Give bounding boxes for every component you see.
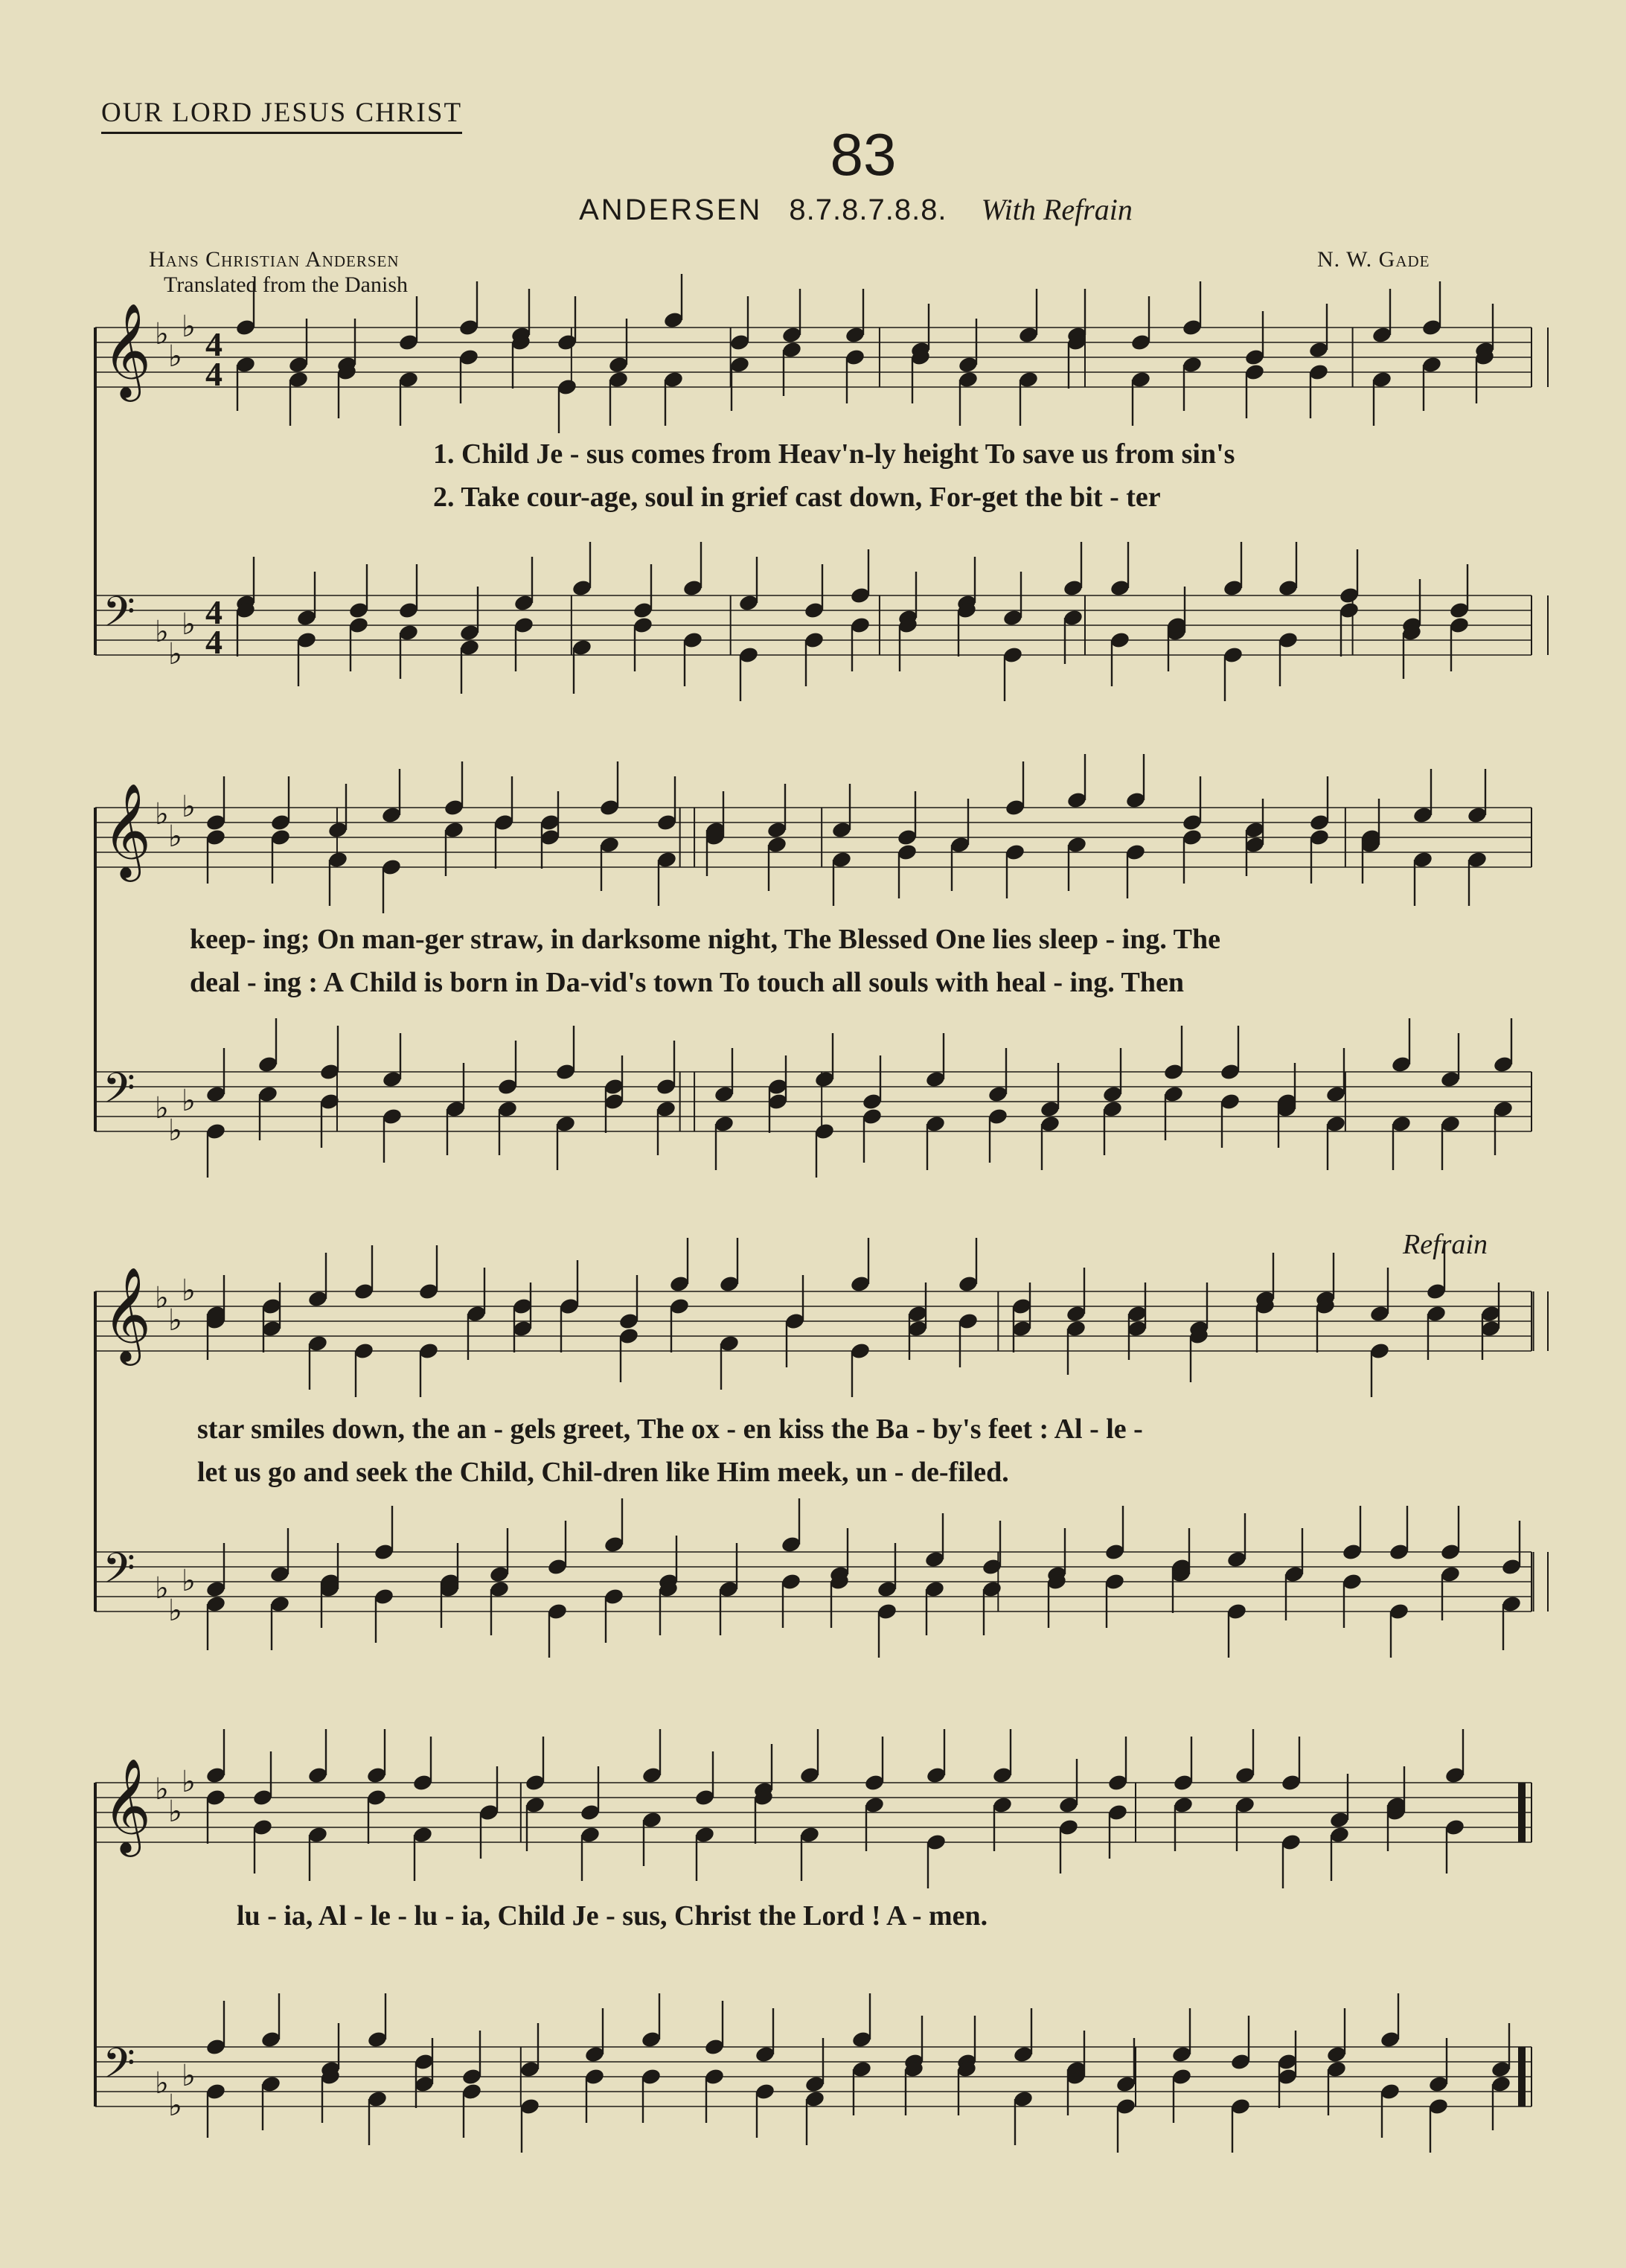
flat-icon: ♭ [182, 1084, 196, 1118]
bass-clef-icon: 𝄢 [103, 2039, 135, 2098]
flat-icon: ♭ [168, 1594, 182, 1628]
flat-icon: ♭ [155, 1571, 169, 1606]
lyric-system2-verse1: keep- ing; On man-ger straw, in darksome night, The Blessed One lies sleep - ing. The [190, 924, 1220, 955]
flat-icon: ♭ [155, 1281, 169, 1315]
lyric-system1-verse1: 1. Child Je - sus comes from Heav'n-ly height To save us from sin's [433, 438, 1235, 470]
meter: 8.7.8.7.8.8. [789, 194, 947, 226]
flat-icon: ♭ [182, 607, 196, 642]
flat-icon: ♭ [168, 2089, 182, 2123]
lyric-system2-verse2: deal - ing : A Child is born in Da-vid's town To touch all souls with heal - ing. Then [190, 967, 1184, 998]
time-signature-1: 4 [205, 623, 223, 661]
flat-icon: ♭ [182, 1274, 196, 1308]
lyric-system3-verse2: let us go and seek the Child, Chil-dren like Him meek, un - de-filed. [197, 1457, 1009, 1488]
final-barline [1518, 1783, 1526, 1842]
composer: N. W. Gade [1317, 247, 1430, 272]
flat-icon: ♭ [155, 1091, 169, 1125]
flat-icon: ♭ [168, 1114, 182, 1148]
flat-icon: ♭ [182, 790, 196, 824]
lyric-system1-verse2: 2. Take cour-age, soul in grief cast down, For-get the bit - ter [433, 482, 1161, 513]
flat-icon: ♭ [168, 1795, 182, 1829]
flat-icon: ♭ [182, 2059, 196, 2093]
flat-icon: ♭ [182, 1564, 196, 1598]
time-signature-0: 4 [205, 593, 223, 631]
bass-clef-icon: 𝄢 [103, 1064, 135, 1123]
treble-clef-icon: 𝄞 [103, 1266, 152, 1361]
treble-clef-icon: 𝄞 [103, 302, 152, 397]
flat-icon: ♭ [168, 1303, 182, 1338]
bass-clef-icon: 𝄢 [103, 1545, 135, 1603]
lyric-system4: lu - ia, Al - le - lu - ia, Child Je - sus, Christ the Lord ! A - men. [237, 1900, 988, 1932]
treble-clef-icon: 𝄞 [103, 1757, 152, 1853]
time-signature-1: 4 [205, 355, 223, 393]
flat-icon: ♭ [155, 797, 169, 831]
bass-clef-icon: 𝄢 [103, 588, 135, 647]
flat-icon: ♭ [168, 339, 182, 374]
flat-icon: ♭ [182, 310, 196, 344]
flat-icon: ♭ [155, 317, 169, 351]
refrain-mark: Refrain [1403, 1229, 1488, 1260]
flat-icon: ♭ [155, 2066, 169, 2101]
hymn-number: 83 [830, 121, 897, 188]
time-signature-0: 4 [205, 325, 223, 363]
section-heading: OUR LORD JESUS CHRIST [101, 97, 462, 134]
treble-clef-icon: 𝄞 [103, 782, 152, 878]
flat-icon: ♭ [155, 615, 169, 649]
author: Hans Christian Andersen [149, 247, 400, 272]
final-barline [1518, 2047, 1526, 2106]
flat-icon: ♭ [155, 1772, 169, 1807]
flat-icon: ♭ [182, 1765, 196, 1799]
refrain-note: With Refrain [981, 193, 1133, 226]
tune-name: ANDERSEN [579, 194, 763, 226]
lyric-system3-verse1: star smiles down, the an - gels greet, The ox - en kiss the Ba - by's feet : Al - le - [197, 1413, 1143, 1445]
flat-icon: ♭ [168, 820, 182, 854]
translation-note: Translated from the Danish [164, 272, 409, 297]
flat-icon: ♭ [168, 637, 182, 671]
